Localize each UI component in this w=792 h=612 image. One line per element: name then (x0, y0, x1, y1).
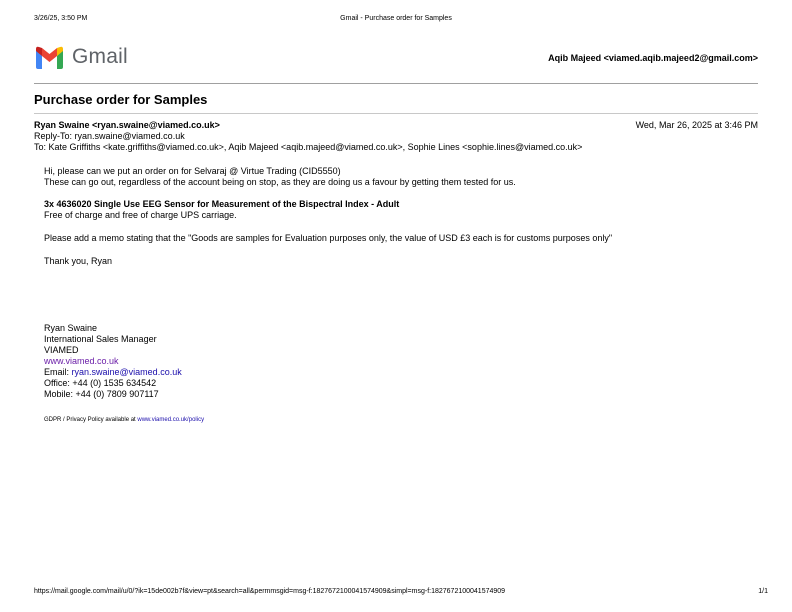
recipients: To: Kate Griffiths <kate.griffiths@viamed.co.uk>, Aqib Majeed <aqib.majeed@viamed.co.uk>, Sophie Lines <sophie.lines@viamed.co.uk> (34, 142, 583, 152)
account-identity: Aqib Majeed <viamed.aqib.majeed2@gmail.com> (548, 53, 758, 63)
body-line: Hi, please can we put an order on for Selvaraj @ Virtue Trading (CID5550) (44, 166, 341, 176)
print-url: https://mail.google.com/mail/u/0/?ik=15de002b7f&view=pt&search=all&permmsgid=msg-f:1827672100041574909&simpl=msg-f:1827672100041574909 (34, 588, 506, 595)
gmail-wordmark: Gmail (72, 45, 128, 68)
email-date: Wed, Mar 26, 2025 at 3:46 PM (635, 120, 758, 130)
signature-email-row (44, 367, 182, 378)
signature-title: International Sales Manager (44, 334, 157, 344)
policy-link[interactable]: www.viamed.co.uk/policy (137, 417, 205, 423)
signature-office: Office: +44 (0) 1535 634542 (44, 378, 157, 388)
email-body (44, 166, 516, 188)
print-page-title: Gmail - Purchase order for Samples (340, 15, 452, 22)
sender: Ryan Swaine <ryan.swaine@viamed.co.uk> (34, 120, 220, 130)
subject-divider (34, 113, 758, 114)
email-label: Email: (44, 367, 72, 377)
email-link[interactable]: ryan.swaine@viamed.co.uk (71, 367, 182, 377)
signature-mobile: Mobile: +44 (0) 7809 907117 (44, 389, 159, 399)
product-block (44, 199, 399, 221)
email-subject: Purchase order for Samples (34, 92, 208, 107)
gdpr-text: GDPR / Privacy Policy available at (44, 417, 138, 423)
gmail-logo[interactable] (34, 45, 128, 69)
closing-line: Thank you, Ryan (44, 256, 113, 266)
website-link[interactable]: www.viamed.co.uk (44, 356, 119, 366)
header-divider (34, 83, 758, 84)
gdpr-notice (44, 415, 204, 426)
signature (44, 323, 182, 400)
page-number: 1/1 (758, 588, 768, 595)
memo-line: Please add a memo stating that the "Goods are samples for Evaluation purposes only, the value of USD £3 each is for customs purposes only" (44, 233, 613, 243)
body-line: These can go out, regardless of the account being on stop, as they are doing us a favour by getting them tested for us. (44, 177, 516, 187)
product-line: 3x 4636020 Single Use EEG Sensor for Measurement of the Bispectral Index - Adult (44, 199, 400, 209)
signature-company: VIAMED (44, 345, 79, 355)
gmail-envelope-icon (34, 46, 65, 69)
product-note: Free of charge and free of charge UPS carriage. (44, 210, 237, 220)
signature-name: Ryan Swaine (44, 323, 98, 333)
reply-to: Reply-To: ryan.swaine@viamed.co.uk (34, 131, 185, 141)
print-datetime: 3/26/25, 3:50 PM (34, 15, 88, 22)
